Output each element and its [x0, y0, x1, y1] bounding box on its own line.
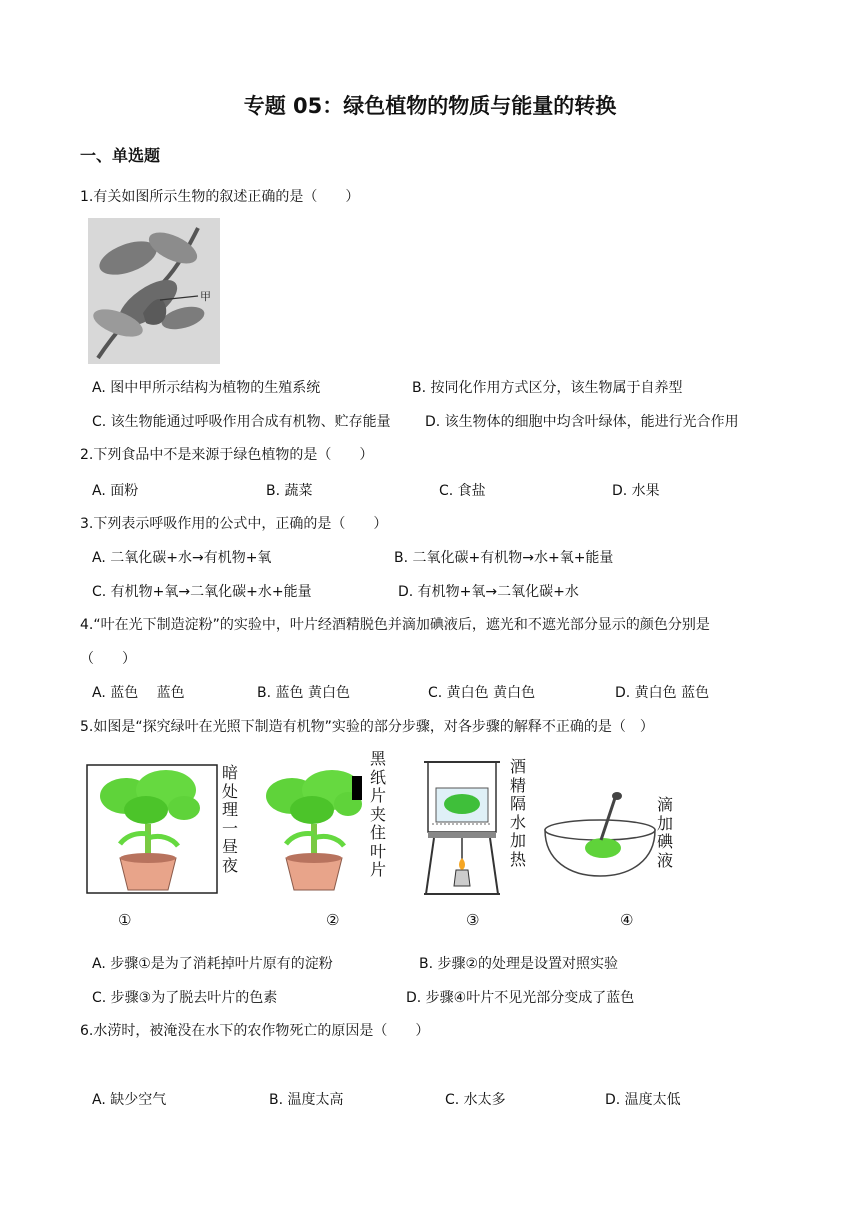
section-heading: 一、单选题 [80, 146, 161, 165]
step2-label: 黑 纸 片 夹 住 叶 片 [369, 749, 386, 879]
step4-iodine-figure [543, 790, 657, 880]
q4-option-c: C. 黄白色 黄白色 [428, 685, 536, 701]
question-5-stem: 5.如图是“探究绿叶在光照下制造有机物”实验的部分步骤，对各步骤的解释不正确的是（ ） [80, 719, 654, 735]
step2-number: ② [326, 911, 340, 929]
q1-image-label: 甲 [200, 290, 211, 303]
step1-label: 暗 处 理 一 昼 夜 [221, 763, 238, 875]
step4-label: 滴 加 碘 液 [656, 795, 673, 870]
q1-option-b: B. 按同化作用方式区分，该生物属于自养型 [412, 380, 683, 396]
q1-plant-photo [88, 218, 220, 364]
q5-option-a: A. 步骤①是为了消耗掉叶片原有的淀粉 [92, 956, 333, 972]
q1-option-d: D. 该生物体的细胞中均含叶绿体，能进行光合作用 [425, 414, 739, 430]
step4-number: ④ [620, 911, 634, 929]
q5-option-d: D. 步骤④叶片不见光部分变成了蓝色 [406, 990, 635, 1006]
q3-option-d: D. 有机物+氧→二氧化碳+水 [398, 584, 579, 600]
q2-option-b: B. 蔬菜 [266, 483, 313, 499]
page-title: 专题 05：绿色植物的物质与能量的转换 [243, 94, 617, 118]
question-3-stem: 3.下列表示呼吸作用的公式中，正确的是（ ） [80, 516, 388, 532]
q2-option-c: C. 食盐 [439, 483, 486, 499]
q6-option-d: D. 温度太低 [605, 1092, 681, 1108]
q2-option-a: A. 面粉 [92, 483, 139, 499]
step1-dark-treatment-figure [86, 764, 218, 894]
q1-option-c: C. 该生物能通过呼吸作用合成有机物、贮存能量 [92, 414, 391, 430]
q2-option-d: D. 水果 [612, 483, 660, 499]
question-6-stem: 6.水涝时，被淹没在水下的农作物死亡的原因是（ ） [80, 1023, 430, 1039]
q1-option-a: A. 图中甲所示结构为植物的生殖系统 [92, 380, 321, 396]
q3-option-b: B. 二氧化碳+有机物→水+氧+能量 [394, 550, 614, 566]
q6-option-c: C. 水太多 [445, 1092, 506, 1108]
q4-option-a: A. 蓝色 蓝色 [92, 685, 185, 701]
question-2-stem: 2.下列食品中不是来源于绿色植物的是（ ） [80, 447, 374, 463]
q3-option-c: C. 有机物+氧→二氧化碳+水+能量 [92, 584, 312, 600]
q4-option-d: D. 黄白色 蓝色 [615, 685, 710, 701]
step1-number: ① [118, 911, 132, 929]
question-1-stem: 1.有关如图所示生物的叙述正确的是（ ） [80, 189, 360, 205]
step3-number: ③ [466, 911, 480, 929]
q5-option-c: C. 步骤③为了脱去叶片的色素 [92, 990, 278, 1006]
q6-option-a: A. 缺少空气 [92, 1092, 167, 1108]
step2-black-paper-figure [256, 764, 368, 894]
q5-option-b: B. 步骤②的处理是设置对照实验 [419, 956, 619, 972]
step3-alcohol-heating-figure [420, 758, 504, 898]
question-4-stem: 4.“叶在光下制造淀粉”的实验中，叶片经酒精脱色并滴加碘液后，遮光和不遮光部分显示的颜色分别是 [80, 617, 710, 633]
q3-option-a: A. 二氧化碳+水→有机物+氧 [92, 550, 272, 566]
question-4-stem-cont: （ ） [80, 651, 136, 667]
q4-option-b: B. 蓝色 黄白色 [257, 685, 350, 701]
step3-label: 酒 精 隔 水 加 热 [509, 757, 526, 869]
q6-option-b: B. 温度太高 [269, 1092, 344, 1108]
